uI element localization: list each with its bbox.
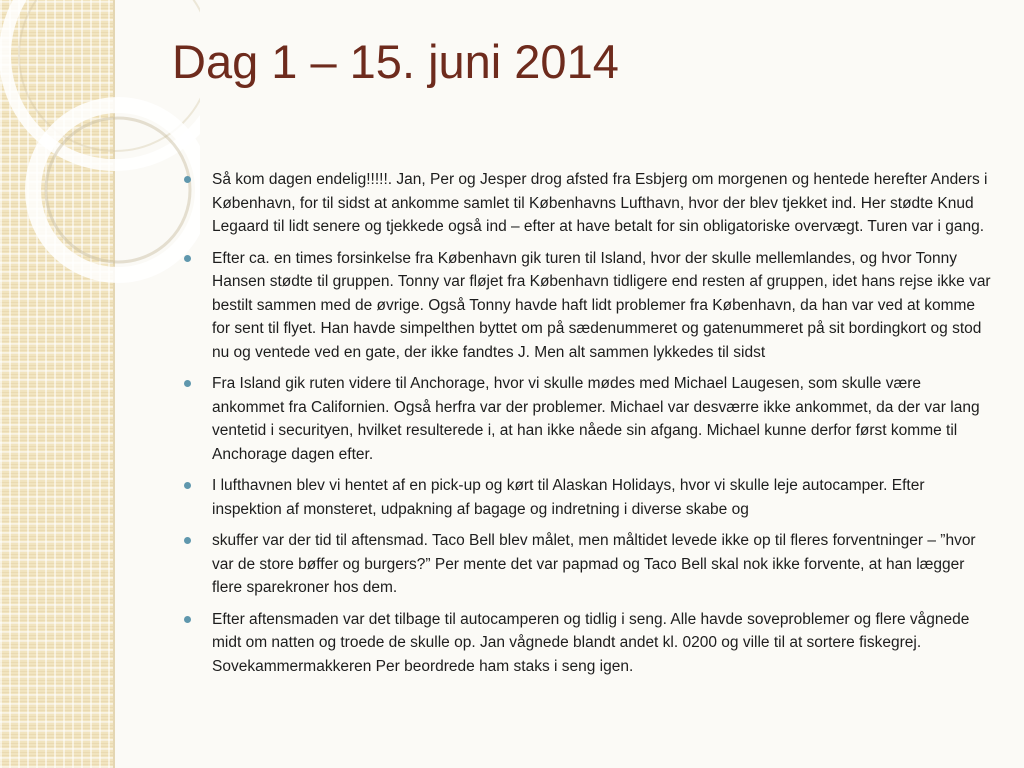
bullet-dot-icon <box>184 537 191 544</box>
bullet-dot-icon <box>184 380 191 387</box>
bullet-text: Efter ca. en times forsinkelse fra København gik turen til Island, hvor der skulle mellemlandes, og hvor Tonny Hansen stødte til gruppen. Tonny var fløjet fra København tidligere end resten af gruppen, idet hans rejse ikke var bestilt sammen med de øvrige. Også Tonny havde haft lidt problemer fra København, da han var ved at komme for sent til flyet. Han havde simpelthen byttet om på sædenummeret og gatenummeret på sit bordingkort og stod nu og ventede ved en gate, der ikke fandtes J. Men alt sammen lykkedes til sidst <box>212 249 991 361</box>
bullet-dot-icon <box>184 482 191 489</box>
bullet-item <box>182 529 992 600</box>
slide-title: Dag 1 – 15. juni 2014 <box>172 35 619 88</box>
bullet-dot-icon <box>184 255 191 262</box>
decorative-rings <box>0 0 200 300</box>
bullet-item <box>182 372 992 466</box>
bullet-item <box>182 608 992 679</box>
bullet-item <box>182 474 992 521</box>
bullet-text: Så kom dagen endelig!!!!!. Jan, Per og Jesper drog afsted fra Esbjerg om morgenen og hentede herefter Anders i København, for til sidst at ankomme samlet til Københavns Lufthavn, hvor der blev tjekket ind. Her stødte Knud Legaard til lidt senere og tjekkede også ind – efter at have betalt for sin obligatoriske overvægt. Turen var i gang. <box>212 171 988 235</box>
decorative-ring-small <box>33 105 200 275</box>
bullet-text: I lufthavnen blev vi hentet af en pick-up og kørt til Alaskan Holidays, hvor vi skulle leje autocamper. Efter inspektion af monsteret, udpakning af bagage og indretning i diverse skabe og <box>212 477 925 518</box>
bullet-item <box>182 168 992 239</box>
bullet-list <box>182 168 992 686</box>
bullet-dot-icon <box>184 616 191 623</box>
decorative-ring-small-inner <box>46 118 190 262</box>
bullet-dot-icon <box>184 176 191 183</box>
bullet-text: Efter aftensmaden var det tilbage til autocamperen og tidlig i seng. Alle havde soveproblemer og flere vågnede midt om natten og troede de skulle op. Jan vågnede blandt andet kl. 0200 og ville til at sortere fiskegrej. Sovekammermakkeren Per beordrede ham staks i seng igen. <box>212 610 970 675</box>
bullet-item <box>182 247 992 365</box>
bullet-text: skuffer var der tid til aftensmad. Taco Bell blev målet, men måltidet levede ikke op til fleres forventninger – ”hvor var de store bøffer og burgers?” Per mente det var papmad og Taco Bell skal nok ikke forvente, at han lægger flere sparekroner hos dem. <box>212 532 976 596</box>
bullet-text: Fra Island gik ruten videre til Anchorage, hvor vi skulle mødes med Michael Laugesen, som skulle være ankommet fra Californien. Også herfra var der problemer. Michael var desværre ikke ankommet, da der var lang ventetid i securityen, hvilket resulterede i, at han ikke nåede sin afgang. Michael kunne derfor først komme til Anchorage dagen efter. <box>212 375 980 463</box>
